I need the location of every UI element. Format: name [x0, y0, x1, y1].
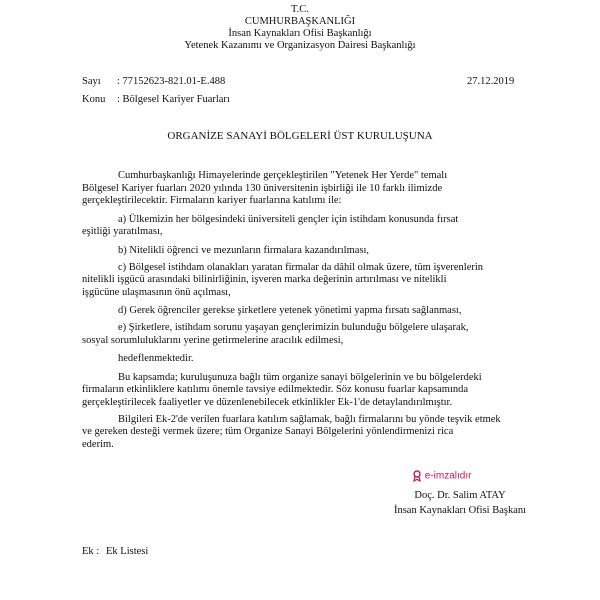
e-signature-note	[412, 470, 471, 483]
list-item-d: d) Gerek öğrenciler gerekse şirketlere yetenek yönetimi yapma fırsatı sağlanması,	[118, 305, 462, 317]
body-line: hedeflenmektedir.	[118, 353, 194, 365]
signatory-name: Doç. Dr. Salim ATAY	[414, 490, 506, 501]
attachment-value: Ek Listesi	[106, 546, 149, 557]
body-line: işgücüne ulaşmasının önü açılması,	[82, 286, 231, 298]
list-item-c: c) Bölgesel istihdam olanakları yaratan firmalar da dâhil olmak üzere, tüm işverenlerin	[118, 261, 484, 273]
body-line: Bölgesel Kariyer fuarları 2020 yılında 130 üniversitenin işbirliği ile 10 farklı ilimizde	[82, 182, 443, 194]
body-line: sosyal sorumluluklarını yerine getirmelerine aracılık edilmesi,	[82, 334, 344, 346]
body-line: firmaların etkinliklere katılımı önemle tavsiye edilmektedir. Söz konusu fuarlar kapsamında	[82, 384, 469, 396]
konu-value: : Bölgesel Kariyer Fuarları	[117, 94, 230, 105]
body-line: nitelikli işgücü arasındaki bilinirliğinin, işveren marka değerinin artırılması ve nitelikli	[82, 274, 447, 286]
body-line: Cumhurbaşkanlığı Himayelerinde gerçekleştirilen "Yetenek Her Yerde" temalı	[118, 170, 448, 181]
letterhead-office: İnsan Kaynakları Ofisi Başkanlığı	[228, 28, 372, 39]
recipient-heading: ORGANİZE SANAYİ BÖLGELERİ ÜST KURULUŞUNA	[167, 130, 433, 142]
body-line: ve gereken desteği vermek üzere; tüm Organize Sanayi Bölgelerini yönlendirmenizi rica	[82, 426, 454, 438]
letterhead-tc: T.C.	[291, 4, 309, 15]
body-line: gerçekleştirilecektir. Firmaların kariyer fuarlarına katılımı ile:	[82, 195, 342, 207]
body-line: ederim.	[82, 438, 114, 450]
attachment-label: Ek :	[82, 546, 100, 557]
konu-label: Konu	[82, 94, 106, 105]
body-line: Bu kapsamda; kuruluşunuza bağlı tüm organize sanayi bölgelerinin ve bu bölgelerdeki	[118, 371, 482, 383]
letter-body	[82, 170, 522, 451]
list-item-b: b) Nitelikli öğrenci ve mezunların firmalara kazandırılması,	[118, 244, 370, 256]
list-item-e: e) Şirketlere, istihdam sorunu yaşayan gençlerimizin bulunduğu bölgelere ulaşarak,	[118, 321, 469, 333]
letterhead-department: Yetenek Kazanımı ve Organizasyon Dairesi Başkanlığı	[184, 40, 416, 51]
document-date: 27.12.2019	[467, 76, 515, 87]
sayi-label: Sayı	[82, 76, 101, 87]
signatory-title: İnsan Kaynakları Ofisi Başkanı	[393, 505, 527, 516]
list-item-a: a) Ülkemizin her bölgesindeki üniversiteli gençler için istihdam konusunda fırsat	[118, 213, 459, 225]
letterhead-presidency: CUMHURBAŞKANLIĞI	[244, 16, 356, 27]
e-signature-label: e-imzalıdır	[424, 470, 472, 482]
e-signature-ribbon-icon	[412, 470, 422, 482]
body-line: gerçekleştirilecek faaliyetler ve düzenlenebilecek etkinlikler Ek-1'de detaylandırılmıştır.	[82, 396, 453, 408]
body-line: Bilgileri Ek-2'de verilen fuarlara katılım sağlamak, bağlı firmalarını bu yönde teşvik etmek	[118, 413, 501, 425]
sayi-value: : 77152623-821.01-E.488	[117, 76, 226, 87]
body-line: eşitliği yaratılması,	[82, 226, 163, 238]
